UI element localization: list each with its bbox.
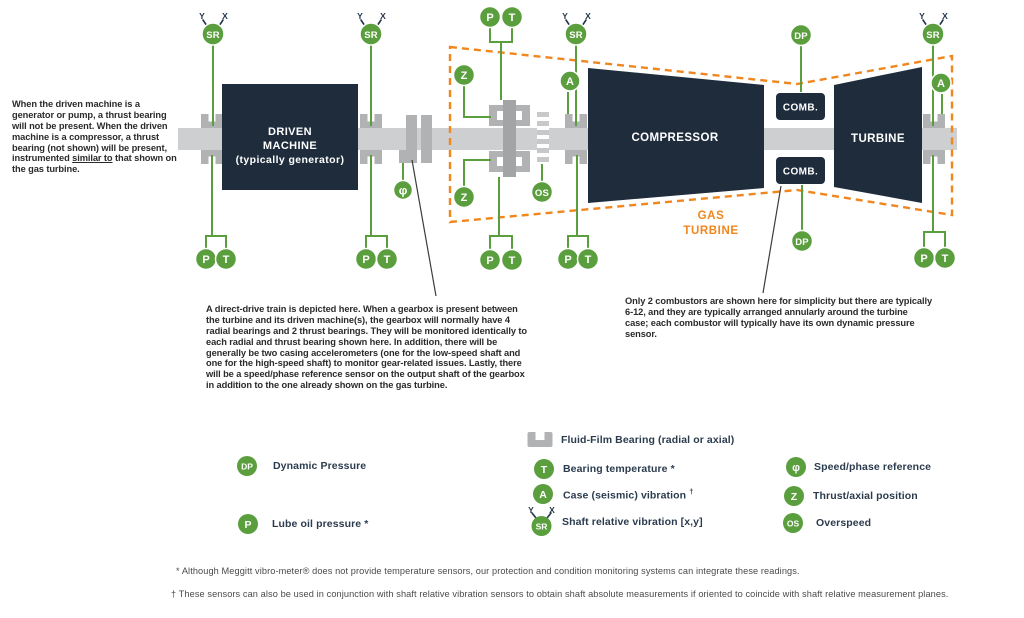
svg-text:X: X	[380, 11, 386, 21]
legend-label: Bearing temperature *	[563, 463, 675, 475]
svg-text:P: P	[486, 255, 494, 267]
svg-text:P: P	[486, 12, 494, 24]
legend-label	[563, 487, 694, 502]
legend-item-overspeed	[782, 512, 871, 534]
comb-bottom-label: COMB.	[782, 166, 819, 178]
svg-text:T: T	[508, 12, 516, 24]
thrust-axial-legend-icon	[783, 485, 805, 507]
svg-text:Y: Y	[528, 506, 534, 515]
legend-item-case-vibration	[532, 483, 694, 505]
temperature-sensor-icon	[502, 7, 523, 28]
sr-sensor-icon	[357, 11, 386, 45]
temperature-sensor-icon	[502, 250, 523, 271]
svg-text:T: T	[540, 464, 548, 476]
svg-text:SR: SR	[364, 30, 378, 41]
compressor-label: COMPRESSOR	[631, 132, 719, 144]
temperature-sensor-icon	[935, 248, 956, 269]
combustor-callout-line	[763, 186, 781, 293]
svg-text:Y: Y	[919, 11, 925, 21]
legend-item-bearing-temperature	[533, 458, 675, 480]
pressure-sensor-icon	[480, 7, 501, 28]
legend-item-dynamic-pressure	[236, 455, 366, 477]
legend-label: Speed/phase reference	[814, 461, 932, 473]
svg-text:P: P	[202, 254, 210, 266]
svg-text:X: X	[942, 11, 948, 21]
speed-phase-sensor-icon	[394, 181, 413, 200]
svg-text:OS: OS	[534, 188, 550, 199]
thrust-position-sensor-icon	[454, 187, 475, 208]
temperature-sensor-icon	[377, 249, 398, 270]
svg-text:X: X	[585, 11, 591, 21]
svg-text:OS: OS	[786, 518, 800, 529]
svg-text:SR: SR	[926, 30, 940, 41]
pressure-sensor-icon	[196, 249, 217, 270]
case-vibration-sensor-icon	[560, 71, 580, 91]
legend-label: Shaft relative vibration [x,y]	[562, 516, 703, 528]
comb-top-label: COMB.	[782, 102, 819, 114]
svg-text:φ: φ	[398, 183, 408, 198]
svg-text:P: P	[362, 254, 370, 266]
svg-text:DP: DP	[794, 31, 808, 42]
pressure-sensor-icon	[480, 250, 501, 271]
svg-text:A: A	[566, 76, 574, 88]
svg-text:Y: Y	[357, 11, 363, 21]
direct-drive-note: A direct-drive train is depicted here. When a gearbox is present between the turbine and its driven machine(s), the gearbox will normally have 4 radial bearings and 2 thrust bearings. They will be monitored identically to each radial and thrust bearing shown here. In addition, there will be generally be two casing accelerometers (one for the low-speed shaft and one for the high-speed shaft) to monitor gear-related issues. Lastly, there will be a speed/phase reference sensor on the output shaft of the gearbox in addition to the one already shown on the gas turbine.	[206, 304, 527, 391]
svg-text:T: T	[222, 254, 230, 266]
legend-item-speed-phase	[785, 456, 931, 478]
legend-label: Dynamic Pressure	[273, 460, 367, 472]
legend-item-lube-oil-pressure	[237, 513, 368, 535]
compressor-box	[588, 68, 764, 203]
svg-text:A: A	[539, 489, 547, 501]
coupling-callout-line	[412, 160, 436, 296]
driven-machine-box	[222, 84, 358, 190]
pressure-sensor-icon	[914, 248, 935, 269]
svg-text:DP: DP	[795, 237, 809, 248]
legend-label: Thrust/axial position	[813, 490, 918, 502]
combustor-note: Only 2 combustors are shown here for simplicity but there are typically 6-12, and they are typically arranged annularly around the turbine case; each combustor will typically have its own dynamic pressure sensor.	[625, 296, 933, 339]
driven-machine-note-underlined: similar to	[72, 153, 113, 164]
fluid-film-bearing-legend-icon	[527, 431, 553, 448]
svg-text:φ: φ	[792, 462, 800, 474]
svg-text:TURBINE: TURBINE	[683, 225, 739, 237]
legend-item-shaft-relative-vibration	[527, 506, 703, 538]
sr-sensor-icon	[562, 11, 591, 45]
sr-sensor-icon	[199, 11, 228, 45]
legend-label: Overspeed	[816, 517, 872, 529]
overspeed-legend-icon	[782, 512, 804, 534]
dynamic-pressure-legend-icon	[236, 455, 258, 477]
svg-text:T: T	[941, 253, 949, 265]
svg-text:T: T	[508, 255, 516, 267]
temperature-sensor-icon	[216, 249, 237, 270]
svg-text:X: X	[222, 11, 228, 21]
legend-item-fluid-film-bearing	[527, 431, 734, 448]
legend-label: Fluid-Film Bearing (radial or axial)	[561, 433, 735, 446]
overspeed-sensor-icon	[532, 182, 553, 203]
svg-text:Z: Z	[790, 491, 798, 503]
legend-label-text: Case (seismic) vibration	[563, 489, 687, 502]
case-vibration-legend-icon	[532, 483, 554, 505]
case-vibration-sensor-icon	[931, 73, 951, 93]
footnote-shaft-absolute: † These sensors can also be used in conjunction with shaft relative vibration sensors to obtain shaft absolute measurements if oriented to coincide with shaft relative measurement planes.	[171, 589, 949, 599]
svg-text:P: P	[920, 253, 928, 265]
driven-machine-label-3: (typically generator)	[235, 154, 345, 166]
temperature-sensor-icon	[578, 249, 599, 270]
svg-text:Y: Y	[562, 11, 568, 21]
gas-turbine-label	[683, 210, 738, 237]
svg-text:Y: Y	[199, 11, 205, 21]
dynamic-pressure-sensor-icon	[792, 231, 813, 252]
svg-text:Z: Z	[460, 192, 468, 204]
sr-sensor-icon	[919, 11, 948, 45]
overspeed-wheel	[537, 112, 549, 164]
footnote-temperature: * Although Meggitt vibro-meter® does not provide temperature sensors, our protection and condition monitoring systems can integrate these readings.	[176, 566, 800, 576]
legend-label: Lube oil pressure *	[272, 518, 369, 530]
dynamic-pressure-sensor-icon	[791, 25, 812, 46]
driven-machine-label-1: DRIVEN	[268, 126, 312, 138]
svg-text:T: T	[584, 254, 592, 266]
svg-text:T: T	[383, 254, 391, 266]
shaft-relative-vibration-legend-icon	[527, 506, 557, 538]
turbine-box	[834, 67, 922, 203]
svg-text:P: P	[564, 254, 572, 266]
svg-text:GAS: GAS	[697, 210, 725, 222]
pressure-sensor-icon	[558, 249, 579, 270]
driven-machine-note-text-2: that shown on the gas turbine.	[12, 153, 177, 175]
svg-text:P: P	[244, 519, 252, 531]
legend-label-sup: †	[689, 486, 694, 496]
legend-item-thrust-axial	[783, 485, 918, 507]
bearing-temperature-legend-icon	[533, 458, 555, 480]
driven-machine-note-text: When the driven machine is a generator or pump, a thrust bearing will not be present. When the driven machine is a compressor, a thrust bearing (not shown) will be present, instrumented	[12, 99, 168, 164]
speed-phase-legend-icon	[785, 456, 807, 478]
svg-text:SR: SR	[206, 30, 220, 41]
svg-text:DP: DP	[241, 461, 253, 472]
pressure-sensor-icon	[356, 249, 377, 270]
driven-machine-label-2: MACHINE	[262, 140, 318, 152]
driven-machine-note	[12, 99, 182, 175]
comb-box-top	[775, 92, 826, 121]
svg-text:X: X	[549, 506, 555, 515]
comb-box-bottom	[775, 156, 826, 185]
lube-oil-pressure-legend-icon	[237, 513, 259, 535]
svg-text:SR: SR	[569, 30, 583, 41]
svg-text:SR: SR	[535, 521, 548, 532]
svg-text:Z: Z	[460, 70, 468, 82]
thrust-position-sensor-icon	[454, 65, 475, 86]
svg-text:A: A	[937, 78, 945, 90]
turbine-label: TURBINE	[851, 133, 905, 145]
